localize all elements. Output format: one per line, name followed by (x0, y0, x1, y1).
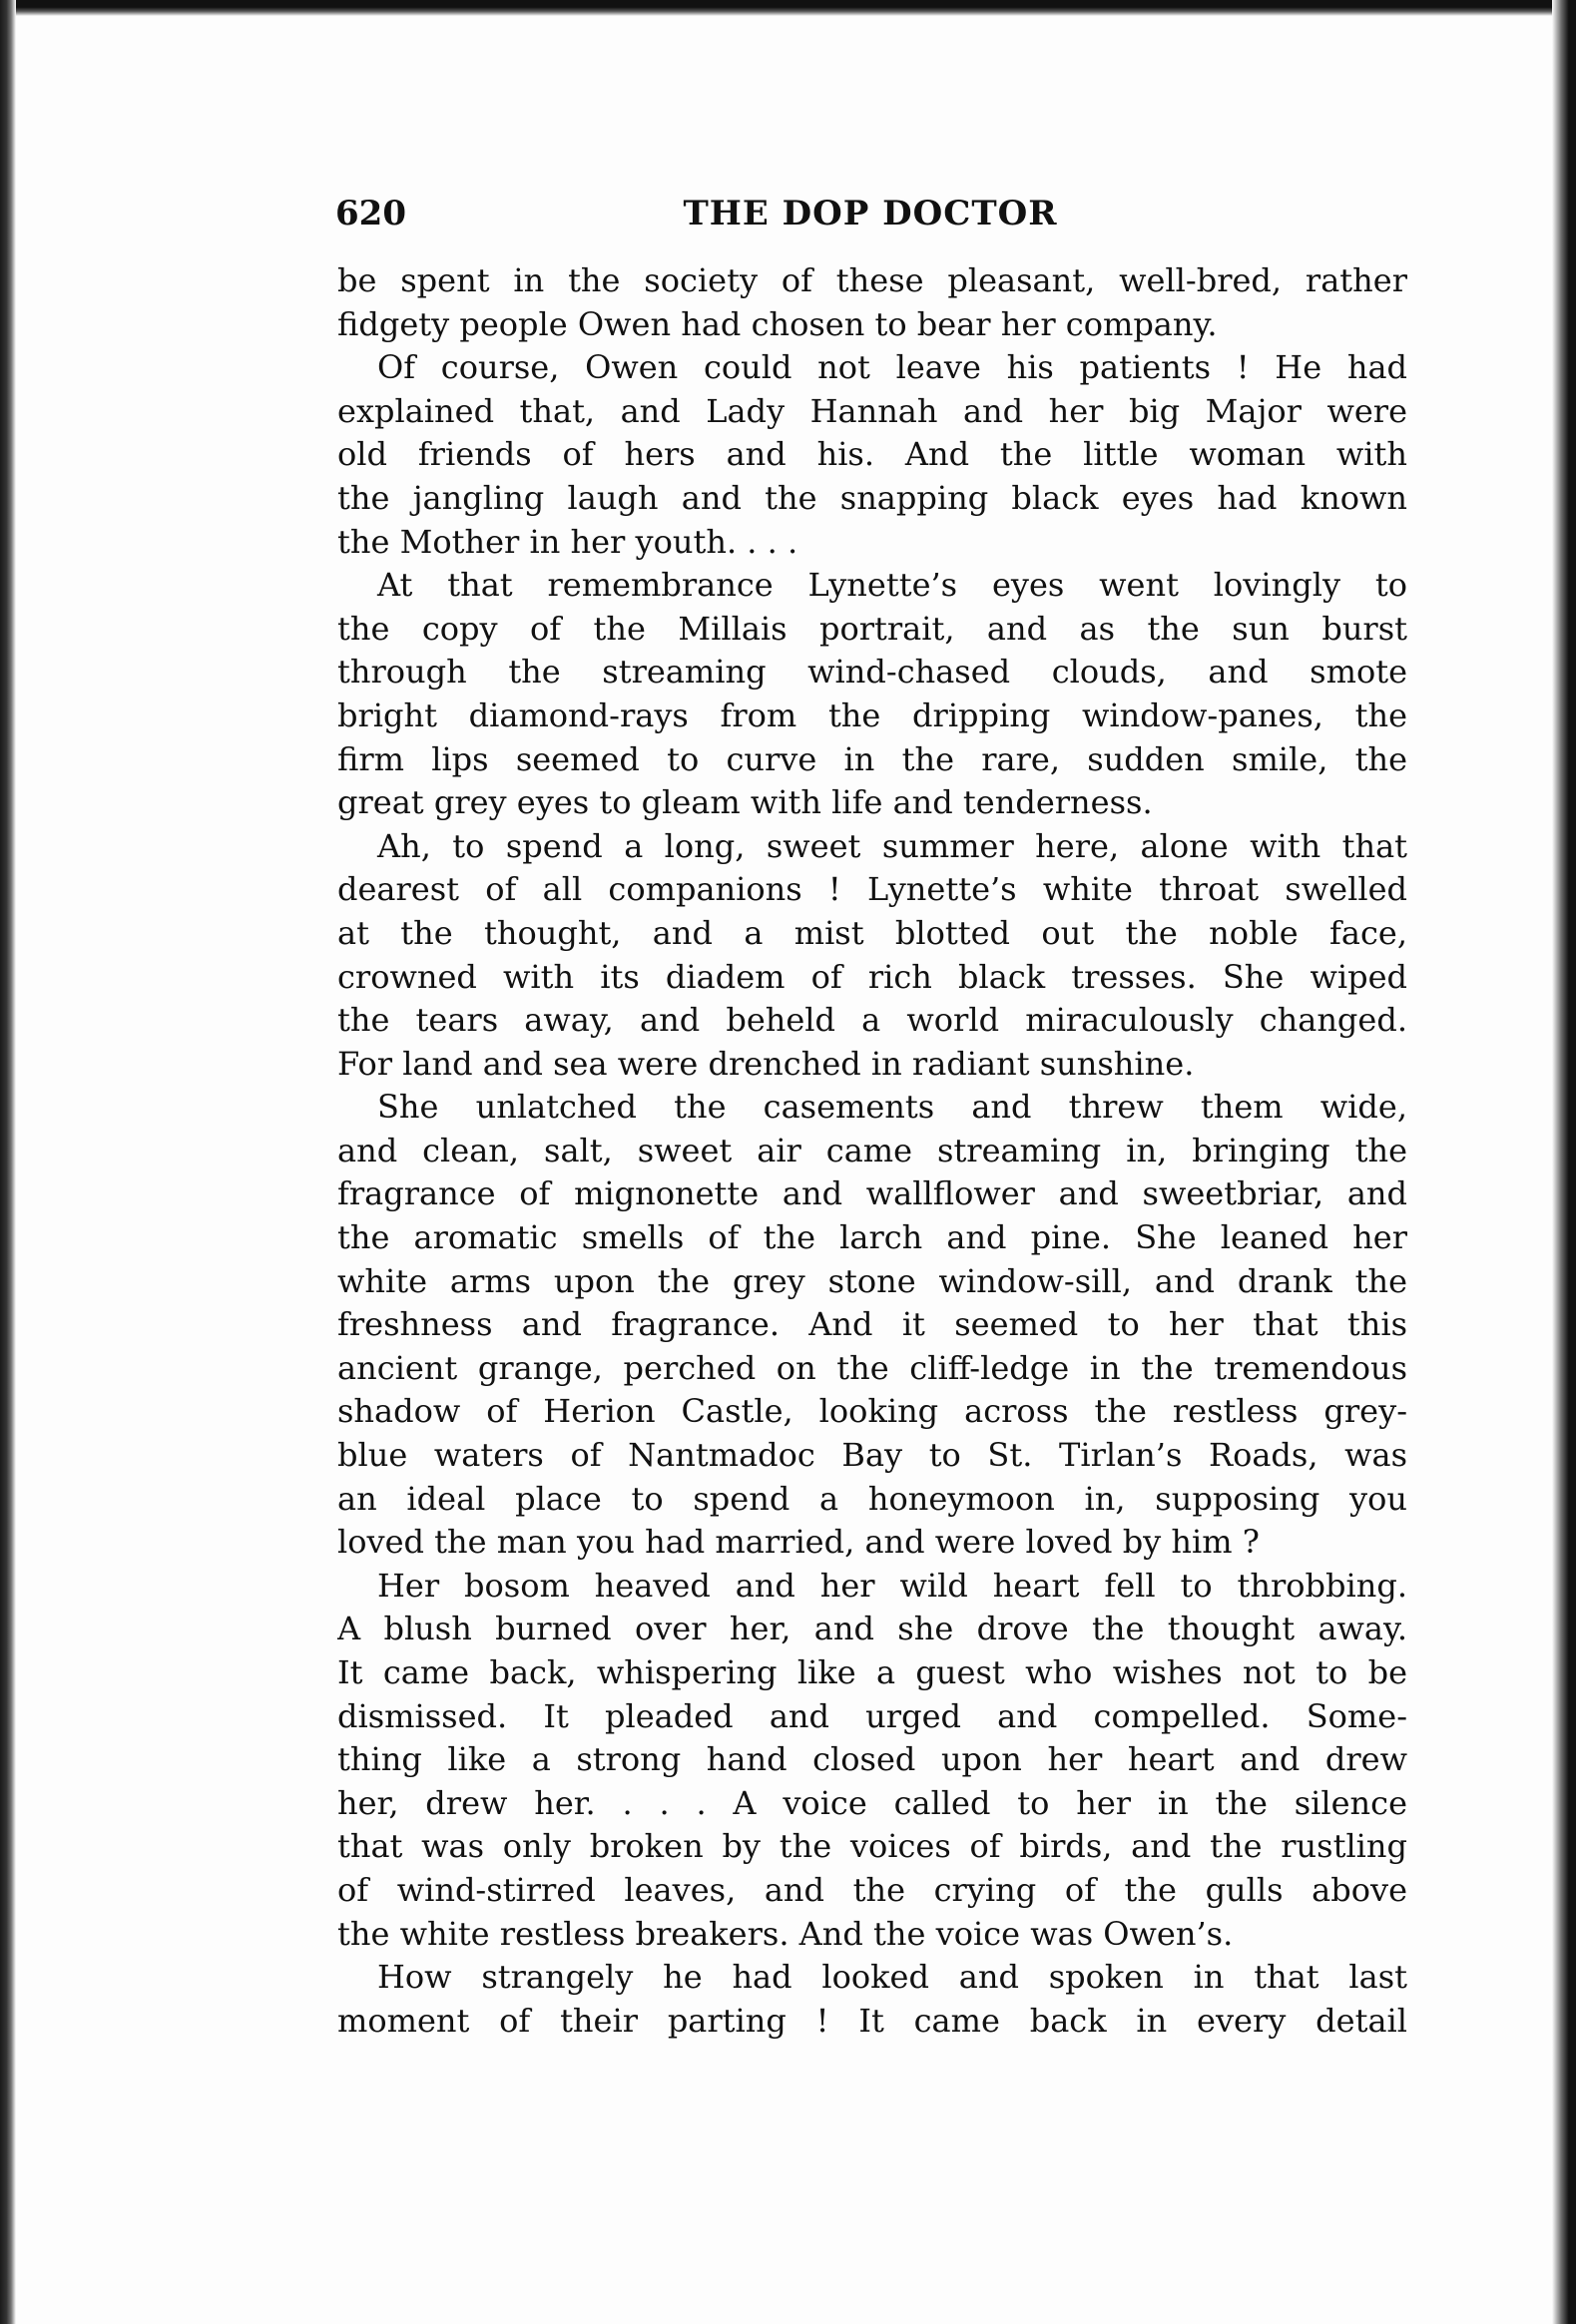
page-header (335, 192, 1405, 235)
text-line: At that remembrance Lynette’s eyes went lovingly to (377, 566, 1407, 605)
text-line: How strangely he had looked and spoken in that last (377, 1958, 1407, 1997)
text-line: great grey eyes to gleam with life and tenderness. (337, 783, 1153, 822)
text-line: fragrance of mignonette and wallflower and sweetbriar, and (337, 1174, 1407, 1213)
running-title: THE DOP DOCTOR (683, 194, 1058, 233)
text-line: firm lips seemed to curve in the rare, sudden smile, the (337, 739, 1407, 778)
text-line: white arms upon the grey stone window-sill, and drank the (337, 1261, 1407, 1300)
text-line: the copy of the Millais portrait, and as the sun burst (337, 609, 1407, 648)
text-line: Her bosom heaved and her wild heart fell to throbbing. (377, 1566, 1407, 1605)
text-line: freshness and fragrance. And it seemed to her that this (337, 1305, 1407, 1344)
text-line: the tears away, and beheld a world miraculously changed. (337, 1001, 1407, 1040)
scan-top-edge (0, 0, 1576, 16)
text-line: that was only broken by the voices of birds, and the rustling (337, 1827, 1407, 1866)
scan-left-edge (0, 0, 16, 2324)
text-line: moment of their parting ! It came back in every detail (337, 2001, 1407, 2040)
text-line: ancient grange, perched on the cliff-ledge in the tremendous (337, 1348, 1407, 1387)
text-line: the jangling laugh and the snapping black eyes had known (337, 478, 1407, 517)
text-line: bright diamond-rays from the dripping window-panes, the (337, 696, 1407, 734)
text-line: the white restless breakers. And the voice was Owen’s. (337, 1914, 1234, 1953)
scan-right-edge (1552, 0, 1576, 2324)
text-line: the aromatic smells of the larch and pine. She leaned her (337, 1218, 1407, 1257)
text-line: an ideal place to spend a honeymoon in, supposing you (337, 1479, 1407, 1518)
text-line: blue waters of Nantmadoc Bay to St. Tirlan’s Roads, was (337, 1436, 1407, 1475)
text-line: at the thought, and a mist blotted out the noble face, (337, 913, 1407, 952)
text-line: She unlatched the casements and threw them wide, (377, 1088, 1407, 1127)
text-line: shadow of Herion Castle, looking across the restless grey- (337, 1392, 1407, 1431)
text-line: dearest of all companions ! Lynette’s white throat swelled (337, 870, 1407, 909)
text-line: Ah, to spend a long, sweet summer here, alone with that (377, 826, 1407, 865)
text-line: of wind-stirred leaves, and the crying of the gulls above (337, 1870, 1407, 1909)
text-line: Of course, Owen could not leave his patients ! He had (377, 348, 1407, 387)
text-line: explained that, and Lady Hannah and her big Major were (337, 391, 1407, 430)
page-number: 620 (335, 194, 406, 233)
text-line: and clean, salt, sweet air came streaming in, bringing the (337, 1131, 1407, 1169)
text-line: through the streaming wind-chased clouds, and smote (337, 653, 1407, 692)
text-line: fidgety people Owen had chosen to bear her company. (337, 304, 1218, 343)
text-line: dismissed. It pleaded and urged and compelled. Some- (337, 1696, 1407, 1735)
text-line: the Mother in her youth. . . . (337, 522, 798, 561)
text-line: A blush burned over her, and she drove the thought away. (337, 1610, 1407, 1648)
text-line: thing like a strong hand closed upon her heart and drew (337, 1740, 1407, 1779)
text-line: her, drew her. . . . A voice called to her in the silence (337, 1783, 1407, 1822)
text-line: old friends of hers and his. And the little woman with (337, 435, 1407, 474)
text-line: crowned with its diadem of rich black tresses. She wiped (337, 957, 1407, 996)
text-line: be spent in the society of these pleasant, well-bred, rather (337, 261, 1407, 299)
body-text (337, 259, 1407, 2043)
text-line: For land and sea were drenched in radiant sunshine. (337, 1044, 1195, 1083)
text-line: It came back, whispering like a guest who wishes not to be (337, 1653, 1407, 1691)
text-line: loved the man you had married, and were loved by him ? (337, 1523, 1260, 1562)
